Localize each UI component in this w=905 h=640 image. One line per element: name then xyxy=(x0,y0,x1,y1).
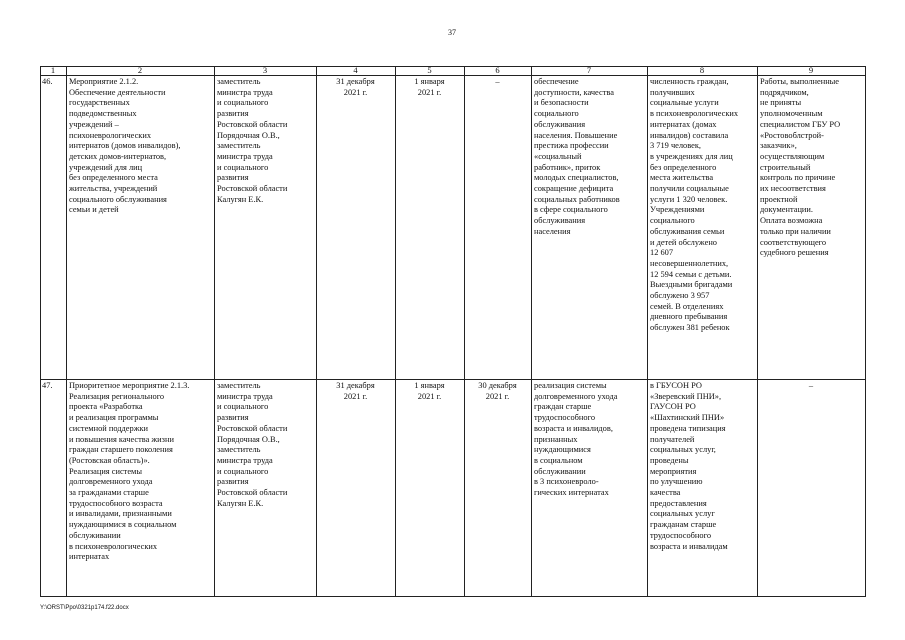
cell-text-line: престижа профессии xyxy=(534,141,609,151)
cell-text-line: Ростовской области xyxy=(217,488,288,498)
plan-date-cell xyxy=(317,77,394,98)
cell-text-line: интернатов (домов инвалидов), xyxy=(69,141,181,151)
cell-text-line: специалистом ГБУ РО xyxy=(760,119,841,129)
cell-text-line: подведомственных xyxy=(69,109,137,119)
cell-text-line: в 3 психоневроло- xyxy=(534,477,599,487)
cell-text-line: 12 594 семьи с детьми. xyxy=(650,269,732,279)
cell-text-line: граждан старшего поколения xyxy=(69,445,173,455)
expected-result-cell xyxy=(534,77,646,238)
cell-text-line: доступности, качества xyxy=(534,87,614,97)
file-path: Y:\ORST\Ppo\0321p174.f22.docx xyxy=(40,605,129,611)
cell-text-line: заказчик», xyxy=(760,141,797,151)
cell-text-line: социальных услуг xyxy=(650,509,715,519)
cell-text-line: численность граждан, xyxy=(650,77,729,86)
cell-text-line: Выездными бригадами xyxy=(650,280,733,290)
cell-text-line: получателей xyxy=(650,434,695,444)
cell-text-line: Порядочная О.В., xyxy=(217,434,280,444)
cell-text-line: реализация системы xyxy=(534,381,607,390)
cell-text-line: дневного пребывания xyxy=(650,312,728,322)
cell-text-line: 12 607 xyxy=(650,248,674,258)
cell-text-line: строительный xyxy=(760,162,811,172)
table-border-bottom xyxy=(40,596,866,597)
cell-text-line: их несоответствия xyxy=(760,184,826,194)
column-header: 5 xyxy=(427,65,432,75)
cell-text-line: Учреждениями xyxy=(650,205,705,215)
cell-text-line: по улучшению xyxy=(650,477,703,487)
cell-text-line: 30 декабря xyxy=(478,381,517,390)
cell-text-line: Работы, выполненные xyxy=(760,77,840,86)
cell-text-line: 2021 г. xyxy=(485,391,510,401)
column-header: 7 xyxy=(586,65,592,75)
cell-text-line: без определенного места xyxy=(69,173,158,183)
column-header: 1 xyxy=(50,65,56,75)
cell-text-line: заместитель xyxy=(217,445,261,455)
cell-text-line: развития xyxy=(217,413,249,423)
cell-text-line: и социального xyxy=(217,162,269,172)
cell-text-line: населения xyxy=(534,226,571,236)
cell-text-line: Мероприятие 2.1.2. xyxy=(69,77,139,86)
measure-cell xyxy=(69,77,213,216)
cell-text-line: Ростовской области xyxy=(217,423,288,433)
cell-text-line: Калугян Е.К. xyxy=(217,498,264,508)
cell-text-line: «социальный xyxy=(534,151,582,161)
cell-text-line: министра труда xyxy=(217,455,273,465)
cell-text-line: возраста и инвалидов, xyxy=(534,423,613,433)
cell-text-line: Порядочная О.В., xyxy=(217,130,280,140)
cell-text-line: 2021 г. xyxy=(417,87,442,97)
cell-text-line: заместитель xyxy=(217,381,261,390)
column-header: 6 xyxy=(495,65,500,75)
reasons-cell xyxy=(760,77,864,259)
cell-text-line: Обеспечение деятельности xyxy=(69,87,166,97)
cell-text-line: Ростовской области xyxy=(217,119,288,129)
cell-text-line: семей. В отделениях xyxy=(650,301,724,311)
cell-text-line: 1 января xyxy=(414,77,445,86)
column-header: 9 xyxy=(808,65,814,75)
cell-text-line: обслуживания xyxy=(534,119,586,129)
cell-text-line: Оплата возможна xyxy=(760,216,823,226)
cell-text-line: гических интернатах xyxy=(534,488,609,498)
page-number: 37 xyxy=(448,28,456,37)
cell-text-line: нуждающимися в социальном xyxy=(69,520,177,530)
cell-text-line: министра труда xyxy=(217,391,273,401)
cell-text-line: гражданам старше xyxy=(650,520,717,530)
header-divider xyxy=(40,75,866,76)
reasons-cell xyxy=(758,381,864,392)
cell-text-line: проведена типизация xyxy=(650,423,726,433)
cell-text-line: – xyxy=(495,77,500,86)
cell-text-line: министра труда xyxy=(217,151,273,161)
cell-text-line: возраста и инвалидам xyxy=(650,541,728,551)
cell-text-line: 1 января xyxy=(414,381,445,390)
cell-text-line: долговременного ухода xyxy=(534,391,618,401)
column-header: 2 xyxy=(137,65,143,75)
cell-text-line: обслуживании xyxy=(534,466,586,476)
column-header: 4 xyxy=(353,65,358,75)
column-divider xyxy=(40,66,41,597)
cell-text-line: и социального xyxy=(217,98,269,108)
responsible-cell xyxy=(217,77,315,205)
cell-text-line: социальные услуги xyxy=(650,98,719,108)
cell-text-line: и социального xyxy=(217,466,269,476)
cell-text-line: услуги 1 320 человек. xyxy=(650,194,728,204)
cell-text-line: получивших xyxy=(650,87,695,97)
report-date-cell xyxy=(396,381,463,402)
cell-text-line: 47. xyxy=(42,381,53,390)
cell-text-line: – xyxy=(808,381,814,390)
report-date-cell xyxy=(396,77,463,98)
cell-text-line: интернатах (домах xyxy=(650,119,717,129)
actual-result-cell xyxy=(650,381,756,552)
cell-text-line: 2021 г. xyxy=(417,391,442,401)
cell-text-line: (Ростовская область)». xyxy=(69,455,150,465)
cell-text-line: «Зверевский ПНИ», xyxy=(650,391,722,401)
cell-text-line: граждан старше xyxy=(534,402,592,412)
cell-text-line: 31 декабря xyxy=(336,77,375,86)
cell-text-line: получили социальные xyxy=(650,184,729,194)
cell-text-line: «Шахтинский ПНИ» xyxy=(650,413,725,423)
column-divider xyxy=(395,66,396,597)
cell-text-line: работник», приток xyxy=(534,162,601,172)
cell-text-line: жительства, учреждений xyxy=(69,184,158,194)
cell-text-line: ГАУСОН РО xyxy=(650,402,696,412)
cell-text-line: и детей обслужено xyxy=(650,237,717,247)
cell-text-line: в психоневрологических xyxy=(69,541,158,551)
cell-text-line: заместитель xyxy=(217,141,261,151)
column-header: 3 xyxy=(262,65,268,75)
cell-text-line: психоневрологических xyxy=(69,130,152,140)
cell-text-line: социального обслуживания xyxy=(69,194,167,204)
cell-text-line: не приняты xyxy=(760,98,802,108)
column-divider xyxy=(647,66,648,597)
cell-text-line: трудоспособного возраста xyxy=(69,498,163,508)
cell-text-line: уполномоченным xyxy=(760,109,823,119)
cell-text-line: 2021 г. xyxy=(343,391,368,401)
cell-text-line: места жительства xyxy=(650,173,714,183)
cell-text-line: без определенного xyxy=(650,162,717,172)
cell-text-line: в учреждениях для лиц xyxy=(650,151,733,161)
cell-text-line: и повышения качества жизни xyxy=(69,434,174,444)
cell-text-line: проектной xyxy=(760,194,798,204)
cell-text-line: в психоневрологических xyxy=(650,109,739,119)
cell-text-line: системной поддержки xyxy=(69,423,149,433)
cell-text-line: за гражданами старше xyxy=(69,488,149,498)
cell-text-line: признанных xyxy=(534,434,578,444)
cell-text-line: и безопасности xyxy=(534,98,589,108)
cell-text-line: обеспечение xyxy=(534,77,579,86)
column-divider xyxy=(214,66,215,597)
cell-text-line: документации. xyxy=(760,205,813,215)
cell-text-line: развития xyxy=(217,109,249,119)
column-divider xyxy=(757,66,758,597)
cell-text-line: развития xyxy=(217,477,249,487)
cell-text-line: обслужен 381 ребенок xyxy=(650,323,730,333)
cell-text-line: детских домов-интернатов, xyxy=(69,151,167,161)
cell-text-line: 46. xyxy=(42,77,53,86)
cell-text-line: и реализация программы xyxy=(69,413,159,423)
cell-text-line: только при наличии xyxy=(760,226,831,236)
row-divider xyxy=(40,379,866,380)
cell-text-line: Ростовской области xyxy=(217,184,288,194)
cell-text-line: Реализация регионального xyxy=(69,391,165,401)
column-divider xyxy=(531,66,532,597)
cell-text-line: и инвалидами, признанными xyxy=(69,509,172,519)
cell-text-line: заместитель xyxy=(217,77,261,86)
column-divider xyxy=(464,66,465,597)
cell-text-line: проекта «Разработка xyxy=(69,402,143,412)
cell-text-line: семьи и детей xyxy=(69,205,119,215)
cell-text-line: 3 719 человек, xyxy=(650,141,702,151)
cell-text-line: трудоспособного xyxy=(650,530,712,540)
cell-text-line: осуществляющим xyxy=(760,151,825,161)
cell-text-line: Реализация системы xyxy=(69,466,142,476)
cell-text-line: социальных работников xyxy=(534,194,620,204)
measure-cell xyxy=(69,381,213,563)
cell-text-line: 31 декабря xyxy=(336,381,375,390)
cell-text-line: обслуживания xyxy=(534,216,586,226)
report-table xyxy=(40,66,866,597)
cell-text-line: социального xyxy=(534,109,579,119)
cell-text-line: министра труда xyxy=(217,87,273,97)
plan-date-cell xyxy=(317,381,394,402)
cell-text-line: сокращение дефицита xyxy=(534,184,614,194)
row-number-cell xyxy=(42,381,65,392)
cell-text-line: учреждений – xyxy=(69,119,119,129)
cell-text-line: Приоритетное мероприятие 2.1.3. xyxy=(69,381,190,390)
cell-text-line: «Ростовоблстрой- xyxy=(760,130,824,140)
cell-text-line: развития xyxy=(217,173,249,183)
responsible-cell xyxy=(217,381,315,509)
cell-text-line: населения. Повышение xyxy=(534,130,618,140)
expected-result-cell xyxy=(534,381,646,499)
cell-text-line: мероприятия xyxy=(650,466,697,476)
cell-text-line: проведены xyxy=(650,455,689,465)
cell-text-line: соответствующего xyxy=(760,237,827,247)
column-divider xyxy=(316,66,317,597)
cell-text-line: предоставления xyxy=(650,498,707,508)
cell-text-line: социального xyxy=(650,216,695,226)
cell-text-line: социальных услуг, xyxy=(650,445,716,455)
column-header: 8 xyxy=(699,65,705,75)
cell-text-line: качества xyxy=(650,488,681,498)
actual-result-cell xyxy=(650,77,756,334)
actual-date-cell xyxy=(465,77,530,88)
cell-text-line: в сфере социального xyxy=(534,205,608,215)
cell-text-line: обслуживании xyxy=(69,530,121,540)
cell-text-line: нуждающимися xyxy=(534,445,591,455)
cell-text-line: несовершеннолетних, xyxy=(650,258,729,268)
cell-text-line: 2021 г. xyxy=(343,87,368,97)
cell-text-line: обслуживания семьи xyxy=(650,226,725,236)
cell-text-line: долговременного ухода xyxy=(69,477,153,487)
cell-text-line: контроль по причине xyxy=(760,173,836,183)
cell-text-line: государственных xyxy=(69,98,130,108)
cell-text-line: в социальном xyxy=(534,455,583,465)
cell-text-line: подрядчиком, xyxy=(760,87,809,97)
column-divider xyxy=(865,66,866,597)
cell-text-line: молодых специалистов, xyxy=(534,173,619,183)
actual-date-cell xyxy=(465,381,530,402)
cell-text-line: в ГБУСОН РО xyxy=(650,381,702,390)
row-number-cell xyxy=(42,77,65,88)
cell-text-line: судебного решения xyxy=(760,248,829,258)
cell-text-line: трудоспособного xyxy=(534,413,596,423)
cell-text-line: учреждений для лиц xyxy=(69,162,143,172)
column-divider xyxy=(66,66,67,597)
cell-text-line: и социального xyxy=(217,402,269,412)
cell-text-line: интернатах xyxy=(69,552,110,562)
cell-text-line: инвалидов) составила xyxy=(650,130,729,140)
cell-text-line: обслужено 3 957 xyxy=(650,291,710,301)
cell-text-line: Калугян Е.К. xyxy=(217,194,264,204)
